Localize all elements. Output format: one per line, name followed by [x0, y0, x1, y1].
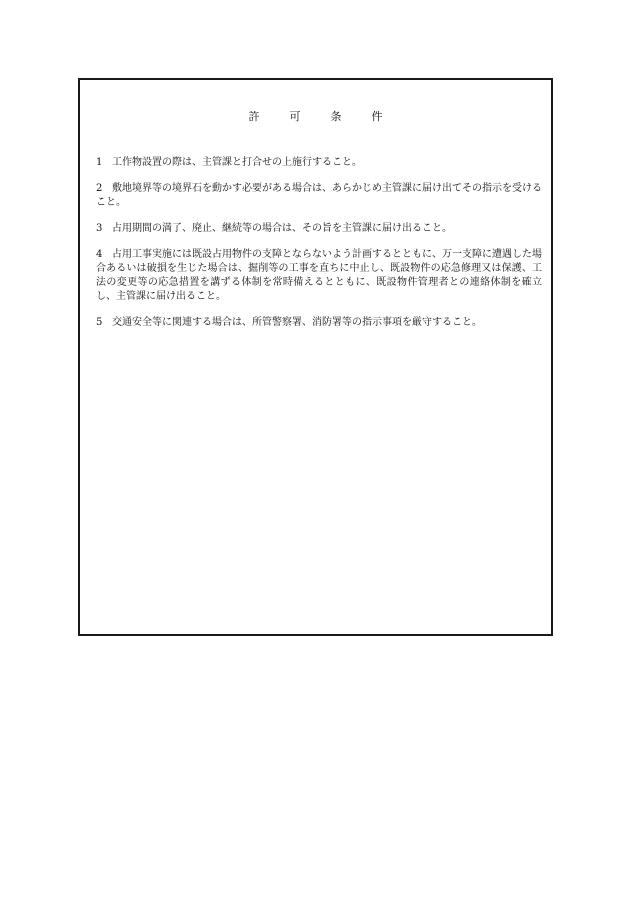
- condition-item: [96, 316, 542, 330]
- condition-text: 敷地境界等の境界石を動かす必要がある場合は、あらかじめ主管課に届け出てその指示を受けること。: [96, 183, 542, 208]
- conditions-list: [96, 156, 542, 342]
- condition-number: 1: [96, 157, 103, 168]
- condition-item: [96, 248, 542, 304]
- condition-text: 占用工事実施には既設占用物件の支障とならないよう計画するとともに、万一支障に遭遇した場合あるいは破損を生じた場合は、掘削等の工事を直ちに中止し、既設物件の応急修理又は保護、工法の変更等の応急措置を講ずる体制を常時備えるとともに、既設物件管理者との連絡体制を確立し、主管課に届け出ること。: [96, 249, 542, 302]
- title-char: 許: [248, 110, 260, 123]
- title-char: 可: [289, 110, 301, 123]
- document-title: [80, 110, 551, 124]
- title-char: 件: [371, 110, 383, 123]
- condition-item: [96, 222, 542, 236]
- condition-text: 工作物設置の際は、主管課と打合せの上施行すること。: [112, 157, 362, 168]
- condition-number: 3: [96, 223, 103, 234]
- condition-text: 占用期間の満了、廃止、継続等の場合は、その旨を主管課に届け出ること。: [112, 223, 452, 234]
- condition-number: 4: [96, 249, 103, 260]
- condition-item: [96, 156, 542, 170]
- condition-text: 交通安全等に関連する場合は、所管警察署、消防署等の指示事項を厳守すること。: [112, 317, 482, 328]
- condition-number: 5: [96, 317, 103, 328]
- condition-item: [96, 182, 542, 210]
- title-char: 条: [330, 110, 342, 123]
- document-frame: [78, 78, 553, 636]
- condition-number: 2: [96, 183, 103, 194]
